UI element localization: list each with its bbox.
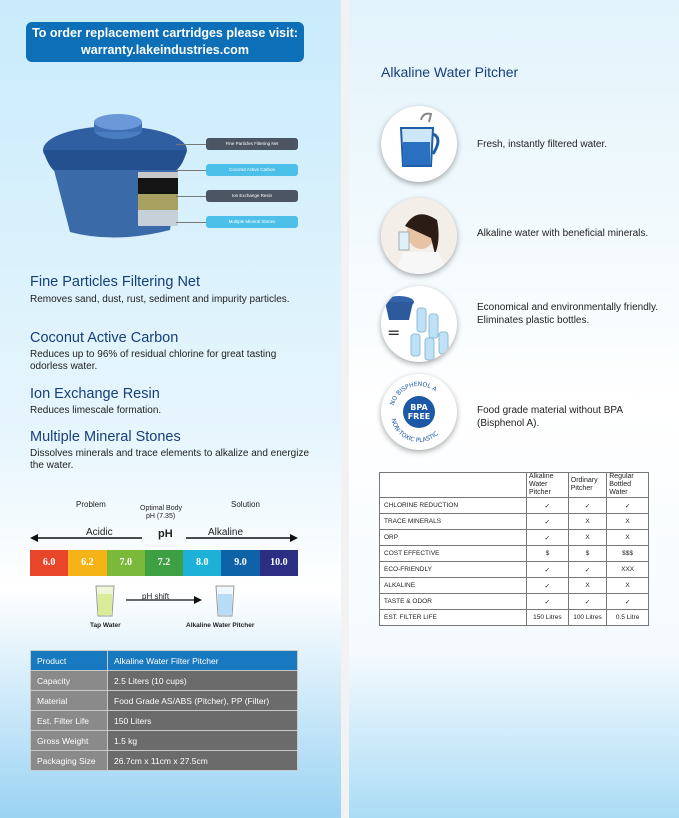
bpa-top-text: NO BISPHENOL A (388, 380, 438, 407)
right-feature-text: Alkaline water with beneficial minerals. (477, 228, 649, 239)
table-cell: ✓ (568, 594, 606, 610)
table-cell: X (607, 514, 649, 530)
ph-alkaline-label: Alkaline (208, 527, 244, 538)
feature-desc: Dissolves minerals and trace elements to alkalize and energize the water. (30, 448, 310, 471)
table-row (31, 751, 298, 771)
bpa-free-circle (381, 374, 457, 450)
table-header-cell: Regular Bottled Water (607, 473, 649, 498)
table-row (380, 578, 649, 594)
table-row (31, 711, 298, 731)
ph-problem-label: Problem (76, 500, 106, 509)
ph-optimal-label: Optimal Body (140, 505, 183, 512)
bottles-photo-circle (381, 286, 457, 362)
ph-scale-cell: 7.0 (107, 550, 145, 576)
order-banner[interactable] (26, 22, 304, 62)
right-feature-text: Economical and environmentally friendly. Eliminates plastic bottles. (477, 302, 659, 326)
table-cell: ✓ (527, 578, 569, 594)
pitcher-image (381, 106, 457, 182)
panel-divider (341, 0, 349, 818)
ph-scale-cell: 6.0 (30, 550, 68, 576)
table-row (31, 691, 298, 711)
table-cell: ✓ (527, 562, 569, 578)
callout-carbon: Coconut Active Carbon (206, 164, 298, 176)
right-feature-text: Fresh, instantly filtered water. (477, 139, 608, 150)
comparison-table (379, 472, 649, 626)
table-row (380, 498, 649, 514)
table-row (380, 546, 649, 562)
row-label: TASTE & ODOR (380, 594, 527, 610)
pitcher-photo-circle (381, 106, 457, 182)
table-cell: XXX (607, 562, 649, 578)
table-cell: ✓ (568, 562, 606, 578)
row-label: ORP (380, 530, 527, 546)
feature-title: Coconut Active Carbon (30, 330, 179, 346)
table-cell: $ (527, 546, 569, 562)
bpa-text: BPA (410, 403, 428, 412)
table-row (380, 514, 649, 530)
ph-scale-cell: 8.0 (183, 550, 221, 576)
spec-value: Alkaline Water Filter Pitcher (108, 651, 298, 671)
ph-scale-cell: 6.2 (68, 550, 106, 576)
ph-acidic-label: Acidic (86, 527, 113, 538)
callout-fine-net: Fine Particles Filtering Net (206, 138, 298, 150)
spec-key: Material (31, 691, 108, 711)
spec-key: Est. Filter Life (31, 711, 108, 731)
table-cell: X (568, 578, 606, 594)
table-row (380, 562, 649, 578)
ph-scale-cell: 10.0 (260, 550, 298, 576)
table-cell: 100 Litres (568, 610, 606, 626)
table-cell: ✓ (568, 498, 606, 514)
table-row (31, 671, 298, 691)
row-label: COST EFFECTIVE (380, 546, 527, 562)
bpa-free-text: FREE (407, 412, 431, 421)
feature-desc: Reduces up to 96% of residual chlorine for great tasting odorless water. (30, 349, 277, 372)
table-header-cell (380, 473, 527, 498)
table-row (380, 610, 649, 626)
table-row (380, 530, 649, 546)
right-feature-text: Food grade material without BPA (Bisphenol A). (477, 405, 623, 429)
spec-value: Food Grade AS/ABS (Pitcher), PP (Filter) (108, 691, 298, 711)
row-label: EST. FILTER LIFE (380, 610, 527, 626)
table-cell: ✓ (527, 514, 569, 530)
ph-solution-label: Solution (231, 500, 260, 509)
feature-desc: Reduces limescale formation. (30, 405, 162, 416)
row-label: CHLORINE REDUCTION (380, 498, 527, 514)
alkaline-pitcher-label: Alkaline Water Pitcher (186, 622, 255, 629)
ph-label: pH (158, 528, 173, 540)
cartridge-equals-bottles-image (381, 286, 457, 362)
tap-water-label: Tap Water (90, 622, 121, 629)
table-row (31, 731, 298, 751)
ph-optimal-value: pH (7.35) (146, 513, 176, 520)
table-cell: ✓ (527, 594, 569, 610)
table-cell: ✓ (527, 498, 569, 514)
table-header-cell: Alkaline Water Pitcher (527, 473, 569, 498)
table-cell: $ (568, 546, 606, 562)
ph-shift-label: pH shift (142, 592, 170, 601)
right-title: Alkaline Water Pitcher (381, 64, 519, 80)
feature-title: Ion Exchange Resin (30, 386, 160, 402)
bpa-bottom-text: NON-TOXIC PLASTIC (389, 417, 440, 445)
right-panel (349, 0, 679, 818)
woman-drinking-photo-circle (381, 198, 457, 274)
callout-line (176, 170, 206, 171)
specs-table (30, 650, 298, 771)
callout-resin: Ion Exchange Resin (206, 190, 298, 202)
row-label: ECO-FRIENDLY (380, 562, 527, 578)
spec-key: Product (31, 651, 108, 671)
woman-drinking-image (381, 198, 457, 274)
svg-text:=: = (387, 323, 401, 342)
filter-cartridge-illustration (40, 112, 190, 242)
spec-key: Capacity (31, 671, 108, 691)
ph-scale-cell: 9.0 (221, 550, 259, 576)
banner-line-1: To order replacement cartridges please visit: (32, 26, 298, 40)
table-cell: ✓ (607, 594, 649, 610)
water-glasses-illustration (92, 584, 242, 624)
table-cell: ✓ (607, 498, 649, 514)
bpa-free-icon (381, 374, 457, 450)
spec-value: 2.5 Liters (10 cups) (108, 671, 298, 691)
table-cell: X (607, 578, 649, 594)
callout-line (176, 196, 206, 197)
table-cell: $$$ (607, 546, 649, 562)
ph-scale-cell: 7.2 (145, 550, 183, 576)
feature-title: Multiple Mineral Stones (30, 429, 181, 445)
callout-line (176, 144, 206, 145)
spec-value: 150 Liters (108, 711, 298, 731)
spec-key: Gross Weight (31, 731, 108, 751)
spec-key: Packaging Size (31, 751, 108, 771)
table-cell: 150 Litres (527, 610, 569, 626)
table-cell: X (607, 530, 649, 546)
table-cell: X (568, 514, 606, 530)
table-row (31, 651, 298, 671)
ph-scale-bar (30, 550, 298, 576)
feature-desc: Removes sand, dust, rust, sediment and impurity particles. (30, 294, 290, 305)
spec-value: 1.5 kg (108, 731, 298, 751)
banner-url[interactable]: warranty.lakeindustries.com (81, 43, 249, 57)
callout-minerals: Multiple Mineral Stones (206, 216, 298, 228)
table-header-row (380, 473, 649, 498)
feature-title: Fine Particles Filtering Net (30, 274, 201, 290)
table-row (380, 594, 649, 610)
table-cell: 0.5 Litre (607, 610, 649, 626)
callout-line (176, 222, 206, 223)
table-cell: ✓ (527, 530, 569, 546)
row-label: ALKALINE (380, 578, 527, 594)
table-cell: X (568, 530, 606, 546)
row-label: TRACE MINERALS (380, 514, 527, 530)
table-header-cell: Ordinary Pitcher (568, 473, 606, 498)
spec-value: 26.7cm x 11cm x 27.5cm (108, 751, 298, 771)
